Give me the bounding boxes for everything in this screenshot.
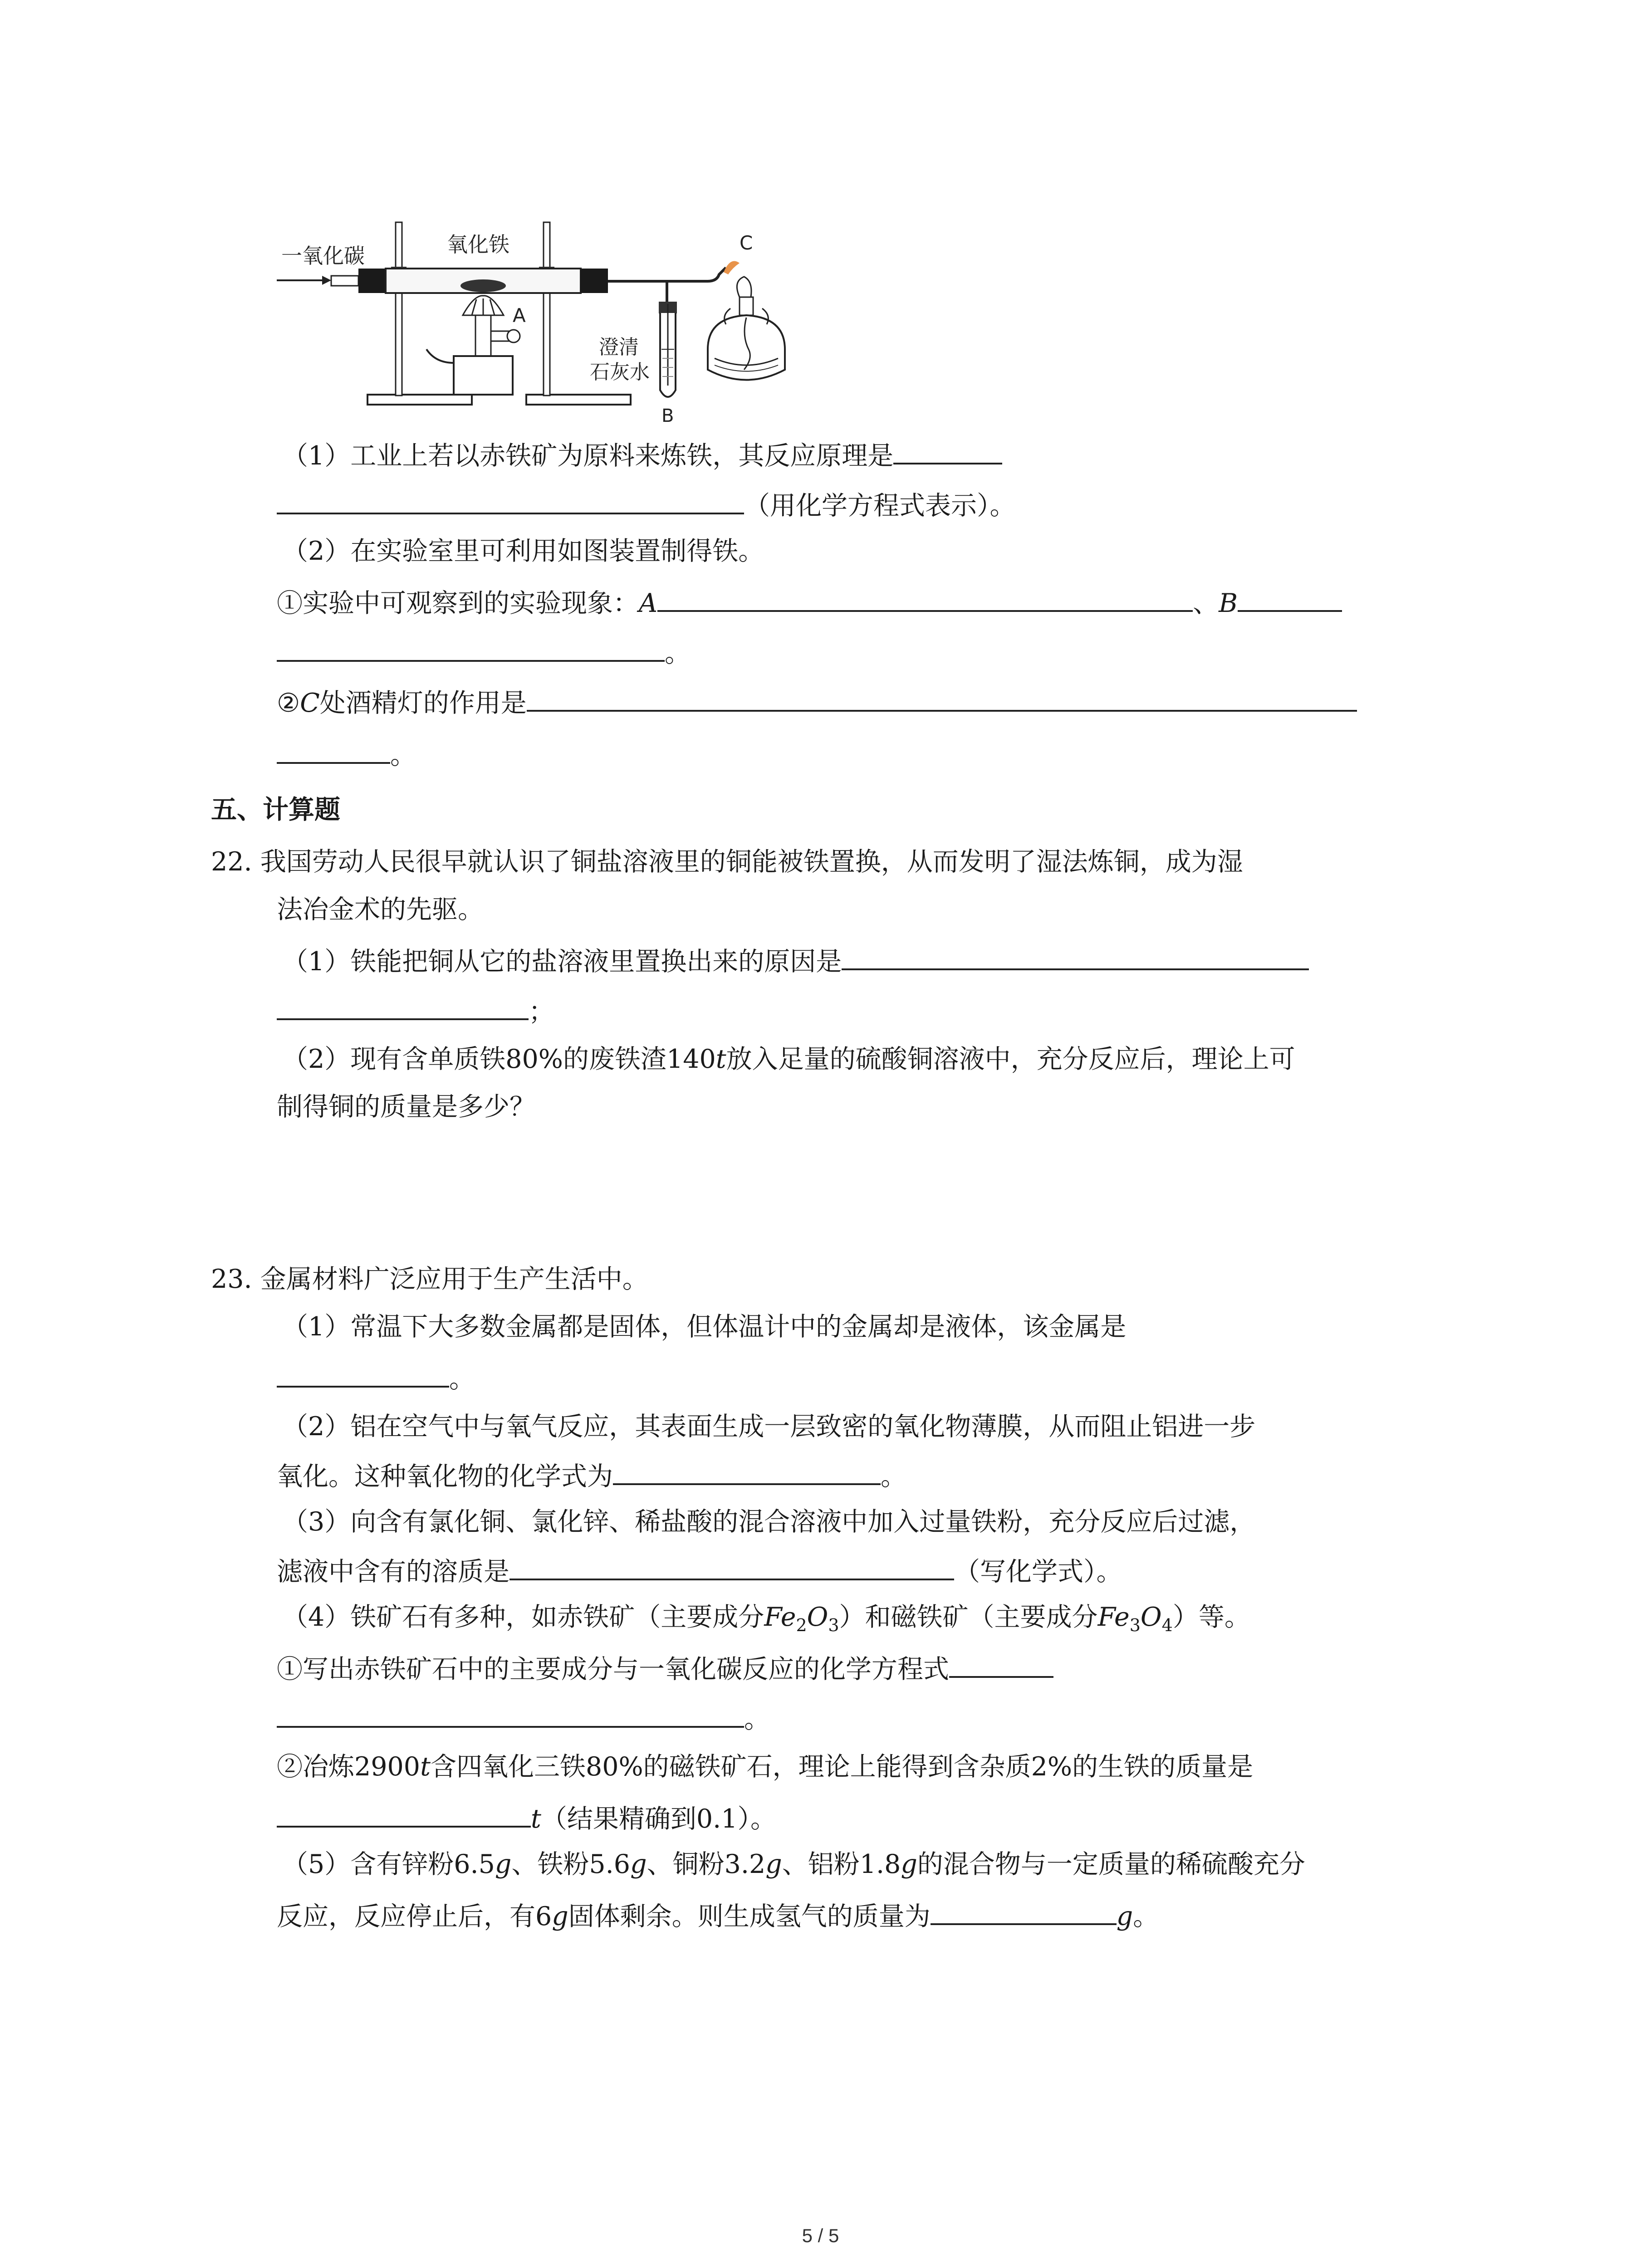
q21-sub1-line1 bbox=[277, 583, 1342, 621]
q23-part4-a: （4）铁矿石有多种，如赤铁矿（主要成分 bbox=[282, 1602, 764, 1632]
q23-part1-line2 bbox=[277, 1359, 475, 1397]
q23-sub2-b: 含四氧化三铁80%的磁铁矿石，理论上能得到含杂质2%的生铁的质量是 bbox=[430, 1752, 1254, 1782]
stand-base-right bbox=[526, 395, 631, 405]
q23-part4-c: ）等。 bbox=[1172, 1602, 1250, 1632]
q21-sub1-sep: 、 bbox=[1193, 588, 1219, 618]
q23-part3-tail: （写化学式）。 bbox=[954, 1557, 1122, 1587]
formula-fe2o3-o: O bbox=[807, 1602, 828, 1632]
label-a: A bbox=[513, 304, 526, 327]
q23-stem-text: 金属材料广泛应用于生产生活中。 bbox=[260, 1264, 648, 1294]
formula-fe2o3-sub2: 2 bbox=[796, 1615, 807, 1635]
q21-sub1-a: A bbox=[639, 588, 658, 618]
q23-number: 23. bbox=[211, 1264, 252, 1294]
q23-sub1-period: 。 bbox=[744, 1704, 770, 1734]
q22-stem-line1 bbox=[211, 844, 1243, 880]
q21-part1-text: （1）工业上若以赤铁矿为原料来炼铁，其反应原理是 bbox=[282, 441, 894, 471]
q21-part1-line2 bbox=[277, 485, 1016, 524]
unit-g-5: g bbox=[552, 1901, 568, 1931]
section-5-title: 五、计算题 bbox=[211, 795, 340, 825]
unit-g-1: g bbox=[495, 1849, 512, 1879]
q23-part5-line1 bbox=[282, 1846, 1305, 1882]
q21-sub1-b: B bbox=[1219, 588, 1238, 618]
q23-part3-line1: （3）向含有氯化铜、氯化锌、稀盐酸的混合溶液中加入过量铁粉，充分反应后过滤， bbox=[282, 1507, 1256, 1537]
apparatus-figure bbox=[272, 213, 808, 431]
stopper-right bbox=[581, 269, 608, 293]
q23-part2-line1: （2）铝在空气中与氧气反应，其表面生成一层致密的氧化物薄膜，从而阻止铝进一步 bbox=[282, 1412, 1256, 1442]
q21-sub1-line2 bbox=[277, 633, 691, 671]
q21-part1-tail: （用化学方程式表示）。 bbox=[744, 491, 1016, 521]
q23-sub1-line2 bbox=[277, 1699, 770, 1737]
unit-g-6: g bbox=[1116, 1901, 1133, 1931]
q21-part2: （2）在实验室里可利用如图装置制得铁。 bbox=[282, 536, 764, 566]
q22-part2-line2: 制得铜的质量是多少？ bbox=[277, 1092, 535, 1122]
q21-sub1-blank-b-cont[interactable] bbox=[277, 633, 665, 662]
label-c: C bbox=[740, 232, 753, 254]
q23-sub2-unit: t bbox=[420, 1752, 431, 1782]
q22-part2-unit: t bbox=[715, 1044, 726, 1074]
unit-g-4: g bbox=[901, 1849, 917, 1879]
q23-part5-blank[interactable] bbox=[931, 1896, 1117, 1925]
q22-part1-line1 bbox=[282, 941, 1309, 980]
q23-part5-e: 的混合物与一定质量的稀硫酸充分 bbox=[917, 1849, 1305, 1879]
iron-oxide-sample bbox=[460, 279, 506, 292]
q21-sub1-period: 。 bbox=[665, 638, 691, 668]
q23-part5-line2 bbox=[277, 1896, 1159, 1935]
q21-sub2-line1 bbox=[277, 683, 1357, 721]
q23-part2-text: 氧化。这种氧化物的化学式为 bbox=[277, 1461, 613, 1491]
q22-part1-blank[interactable] bbox=[842, 941, 1309, 970]
stand-rod-right bbox=[544, 222, 550, 396]
unit-g-2: g bbox=[630, 1849, 647, 1879]
formula-fe2o3-fe: Fe bbox=[764, 1602, 796, 1632]
formula-fe2o3-sub3: 3 bbox=[828, 1615, 839, 1635]
q22-number: 22. bbox=[211, 847, 252, 877]
q23-sub2-blank[interactable] bbox=[277, 1799, 531, 1828]
q23-sub2-tail: （结果精确到0.1）。 bbox=[541, 1804, 777, 1834]
unit-g-3: g bbox=[765, 1849, 782, 1879]
q22-part2-b: 放入足量的硫酸铜溶液中，充分反应后，理论上可 bbox=[726, 1044, 1295, 1074]
formula-fe2o3 bbox=[764, 1602, 839, 1635]
q23-part2-period: 。 bbox=[881, 1461, 906, 1491]
q23-part5-line2a: 反应，反应停止后，有6 bbox=[277, 1901, 552, 1931]
q22-part2-line1 bbox=[282, 1041, 1295, 1077]
label-limewater-line1: 澄清 bbox=[599, 336, 639, 359]
q23-stem bbox=[211, 1261, 648, 1297]
q22-stem-1: 我国劳动人民很早就认识了铜盐溶液里的铜能被铁置换，从而发明了湿法炼铜，成为湿 bbox=[260, 847, 1243, 877]
q22-part1-blank-cont[interactable] bbox=[277, 991, 529, 1020]
q23-part2-line2 bbox=[277, 1456, 906, 1495]
q21-sub2-prefix: ② bbox=[277, 688, 300, 718]
q23-part5-d: 、铝粉1.8 bbox=[782, 1849, 901, 1879]
formula-fe3o4-o: O bbox=[1140, 1602, 1162, 1632]
burner-base bbox=[454, 356, 513, 395]
q23-part3-blank[interactable] bbox=[509, 1551, 954, 1580]
stand-rod-left bbox=[396, 222, 402, 396]
alcohol-lamp-c bbox=[708, 315, 785, 380]
q22-part1-text: （1）铁能把铜从它的盐溶液里置换出来的原因是 bbox=[282, 947, 842, 977]
q21-sub1-blank-a[interactable] bbox=[657, 583, 1193, 612]
formula-fe3o4-sub3: 3 bbox=[1129, 1615, 1141, 1635]
label-fe2o3: 氧化铁 bbox=[447, 232, 509, 257]
q23-part4-b: ）和磁铁矿（主要成分 bbox=[839, 1602, 1098, 1632]
q21-part1-blank-cont[interactable] bbox=[277, 485, 744, 514]
stand-base-left bbox=[367, 395, 472, 405]
q23-sub1-line1 bbox=[277, 1649, 1053, 1687]
stopper-left bbox=[358, 269, 386, 293]
q21-sub2-c: C bbox=[300, 688, 320, 718]
q21-part1-line1 bbox=[282, 435, 1002, 474]
q22-part1-line2 bbox=[277, 991, 554, 1030]
q21-part1-blank[interactable] bbox=[893, 435, 1002, 464]
q23-sub2-unit-2: t bbox=[531, 1804, 541, 1834]
q21-sub1-text: ①实验中可观察到的实验现象： bbox=[277, 588, 639, 618]
q23-sub1-text: ①写出赤铁矿石中的主要成分与一氧化碳反应的化学方程式 bbox=[277, 1654, 949, 1684]
q23-sub2-a: ②冶炼2900 bbox=[277, 1752, 421, 1782]
q23-part5-c: 、铜粉3.2 bbox=[647, 1849, 766, 1879]
page-number: 5 / 5 bbox=[802, 2225, 839, 2246]
q23-part5-a: （5）含有锌粉6.5 bbox=[282, 1849, 495, 1879]
label-limewater-line2: 石灰水 bbox=[590, 361, 650, 384]
q23-sub1-blank-cont[interactable] bbox=[277, 1699, 744, 1728]
formula-fe3o4-sub4: 4 bbox=[1161, 1615, 1173, 1635]
q23-part1-period: 。 bbox=[449, 1364, 475, 1394]
q23-part1-blank[interactable] bbox=[277, 1359, 449, 1388]
q22-part1-end: ； bbox=[529, 997, 554, 1026]
q21-sub2-blank-cont[interactable] bbox=[277, 735, 390, 764]
q23-sub2-line2 bbox=[277, 1799, 776, 1837]
q21-sub2-text: 处酒精灯的作用是 bbox=[319, 688, 527, 718]
formula-fe3o4-fe: Fe bbox=[1097, 1602, 1130, 1632]
q21-sub2-line2 bbox=[277, 735, 416, 773]
q23-part5-period: 。 bbox=[1133, 1901, 1159, 1931]
q23-sub2-line1 bbox=[277, 1749, 1253, 1785]
q23-part5-line2b: 固体剩余。则生成氢气的质量为 bbox=[568, 1901, 931, 1931]
q23-part3-line2 bbox=[277, 1551, 1122, 1590]
label-b: B bbox=[661, 406, 674, 426]
q23-part5-b: 、铁粉5.6 bbox=[511, 1849, 631, 1879]
q23-part1-line1: （1）常温下大多数金属都是固体，但体温计中的金属却是液体，该金属是 bbox=[282, 1312, 1127, 1342]
q23-sub1-blank[interactable] bbox=[949, 1649, 1053, 1678]
formula-fe3o4 bbox=[1097, 1602, 1173, 1635]
q22-stem-line2: 法冶金术的先驱。 bbox=[277, 894, 484, 924]
q23-part4 bbox=[282, 1599, 1250, 1643]
q21-sub2-period: 。 bbox=[390, 740, 416, 770]
q23-part3-text: 滤液中含有的溶质是 bbox=[277, 1557, 509, 1587]
q21-sub2-blank[interactable] bbox=[527, 683, 1357, 712]
q23-part2-blank[interactable] bbox=[613, 1456, 881, 1485]
q22-part2-a: （2）现有含单质铁80%的废铁渣140 bbox=[282, 1044, 716, 1074]
q21-sub1-blank-b[interactable] bbox=[1238, 583, 1342, 612]
flame-c bbox=[724, 261, 740, 275]
label-co: 一氧化碳 bbox=[281, 244, 365, 268]
